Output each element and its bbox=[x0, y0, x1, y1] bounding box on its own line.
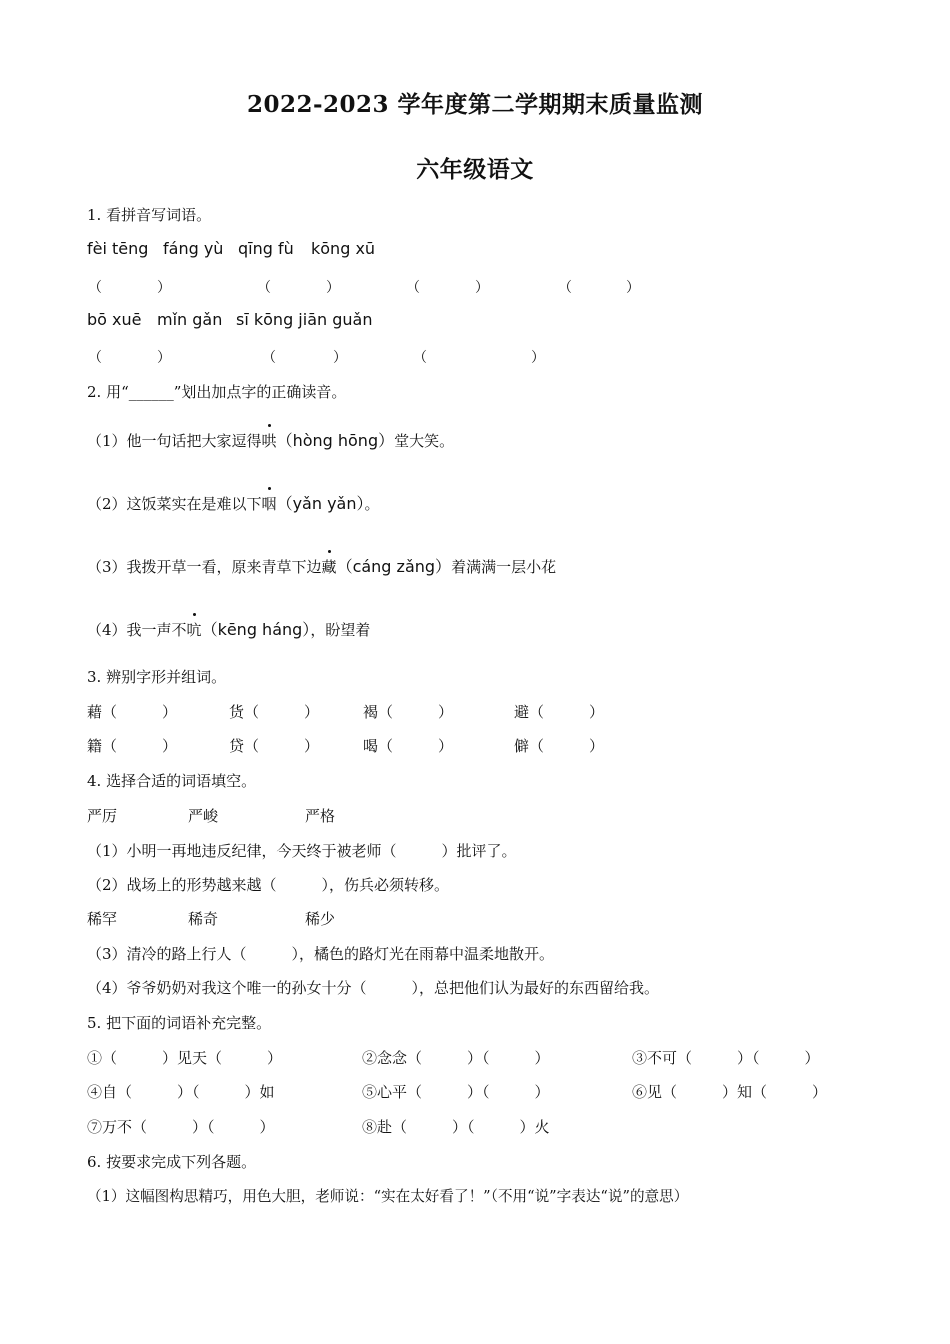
q1-pinyin-3: qīng fù bbox=[238, 239, 294, 258]
q2-item-text: （3）我拨开草一看，原来青草下边 bbox=[87, 558, 322, 576]
q4-label: 4. 选择合适的词语填空。 bbox=[87, 772, 257, 790]
q3-item: 藉（ ） bbox=[87, 703, 178, 721]
q3-item: 避（ ） bbox=[514, 703, 605, 721]
q2-label: 2. 用“______”划出加点字的正确读音。 bbox=[87, 383, 347, 401]
q2-pinyin-options[interactable]: （yǎn yǎn） bbox=[276, 494, 365, 513]
exam-subtitle: 六年级语文 bbox=[416, 156, 534, 183]
q5-idiom: ⑥见（ ）知（ ） bbox=[632, 1083, 828, 1101]
exam-title: 2022-2023 学年度第二学期期末质量监测 bbox=[246, 91, 704, 118]
q5-idiom: ①（ ）见天（ ） bbox=[87, 1049, 283, 1067]
q2-item-1 bbox=[87, 428, 454, 451]
answer-paren-close: ） bbox=[157, 280, 171, 296]
q5-label: 5. 把下面的词语补充完整。 bbox=[87, 1014, 272, 1032]
q4-sentence-2: （2）战场上的形势越来越（ ），伤兵必须转移。 bbox=[87, 876, 450, 894]
q2-item-2 bbox=[87, 491, 380, 514]
q1-pinyin-6: mǐn gǎn bbox=[157, 310, 223, 329]
q3-item: 喝（ ） bbox=[363, 737, 454, 755]
q5-idiom: ④自（ ）（ ）如 bbox=[87, 1083, 275, 1101]
answer-paren-open: （ bbox=[406, 280, 420, 296]
q2-pinyin-options[interactable]: （hòng hōng） bbox=[276, 431, 395, 450]
q4-sentence-3: （3）清冷的路上行人（ ），橘色的路灯光在雨幕中温柔地散开。 bbox=[87, 945, 555, 963]
answer-paren-close: ） bbox=[531, 350, 545, 366]
q5-idiom: ②念念（ ）（ ） bbox=[362, 1049, 550, 1067]
q1-pinyin-4: kōng xū bbox=[311, 239, 376, 258]
q2-item-text: （2）这饭菜实在是难以下 bbox=[87, 495, 262, 513]
q2-item-text: ，盼望着 bbox=[310, 621, 371, 639]
q3-item: 货（ ） bbox=[229, 703, 320, 721]
q3-item: 籍（ ） bbox=[87, 737, 178, 755]
q2-item-text: 堂大笑。 bbox=[394, 432, 455, 450]
q1-pinyin-2: fáng yù bbox=[163, 239, 224, 258]
dotted-char: 吭 bbox=[186, 621, 202, 639]
q3-item: 褐（ ） bbox=[363, 703, 454, 721]
q2-item-text: （4）我一声不 bbox=[87, 621, 187, 639]
q3-label: 3. 辨别字形并组词。 bbox=[87, 668, 227, 686]
answer-paren-open: （ bbox=[413, 350, 427, 366]
answer-paren-open: （ bbox=[88, 350, 102, 366]
dotted-char: 哄 bbox=[261, 432, 277, 450]
q4-word-option: 严厉 bbox=[87, 807, 118, 825]
q5-idiom: ⑧赴（ ）（ ）火 bbox=[362, 1118, 550, 1136]
q6-label: 6. 按要求完成下列各题。 bbox=[87, 1153, 257, 1171]
q4-word-option: 稀奇 bbox=[188, 910, 219, 928]
q5-idiom: ③不可（ ）（ ） bbox=[632, 1049, 820, 1067]
q1-label: 1. 看拼音写词语。 bbox=[87, 206, 212, 224]
answer-paren-close: ） bbox=[157, 350, 171, 366]
q3-item: 贷（ ） bbox=[229, 737, 320, 755]
answer-paren-open: （ bbox=[257, 280, 271, 296]
q6-sentence-1: （1）这幅图构思精巧，用色大胆，老师说：“实在太好看了！”（不用“说”字表达“说”的意思） bbox=[87, 1188, 689, 1205]
answer-paren-close: ） bbox=[475, 280, 489, 296]
q4-sentence-4: （4）爷爷奶奶对我这个唯一的孙女十分（ ），总把他们认为最好的东西留给我。 bbox=[87, 979, 660, 997]
q2-item-4 bbox=[87, 617, 370, 640]
dotted-char: 咽 bbox=[261, 495, 277, 513]
q2-item-text: 着满满一层小花 bbox=[451, 558, 557, 576]
q4-word-option: 稀罕 bbox=[87, 910, 118, 928]
answer-paren-close: ） bbox=[626, 280, 640, 296]
answer-paren-open: （ bbox=[558, 280, 572, 296]
q1-pinyin-7: sī kōng jiān guǎn bbox=[236, 310, 373, 329]
q2-pinyin-options[interactable]: （cáng zǎng） bbox=[336, 557, 452, 576]
dotted-char: 藏 bbox=[321, 558, 337, 576]
q4-word-option: 稀少 bbox=[305, 910, 336, 928]
q2-item-3 bbox=[87, 554, 556, 577]
q5-idiom: ⑦万不（ ）（ ） bbox=[87, 1118, 275, 1136]
q1-pinyin-1: fèi tēng bbox=[87, 239, 149, 258]
answer-paren-close: ） bbox=[333, 350, 347, 366]
answer-paren-close: ） bbox=[326, 280, 340, 296]
answer-paren-open: （ bbox=[262, 350, 276, 366]
q4-sentence-1: （1）小明一再地违反纪律，今天终于被老师（ ）批评了。 bbox=[87, 842, 517, 860]
q2-item-text: （1）他一句话把大家逗得 bbox=[87, 432, 262, 450]
q4-word-option: 严峻 bbox=[188, 807, 219, 825]
answer-paren-open: （ bbox=[88, 280, 102, 296]
q3-item: 僻（ ） bbox=[514, 737, 605, 755]
q2-item-text: 。 bbox=[364, 495, 380, 513]
q1-pinyin-5: bō xuē bbox=[87, 310, 142, 329]
q4-word-option: 严格 bbox=[305, 807, 336, 825]
q5-idiom: ⑤心平（ ）（ ） bbox=[362, 1083, 550, 1101]
q2-pinyin-options[interactable]: （kēng háng） bbox=[201, 620, 311, 639]
